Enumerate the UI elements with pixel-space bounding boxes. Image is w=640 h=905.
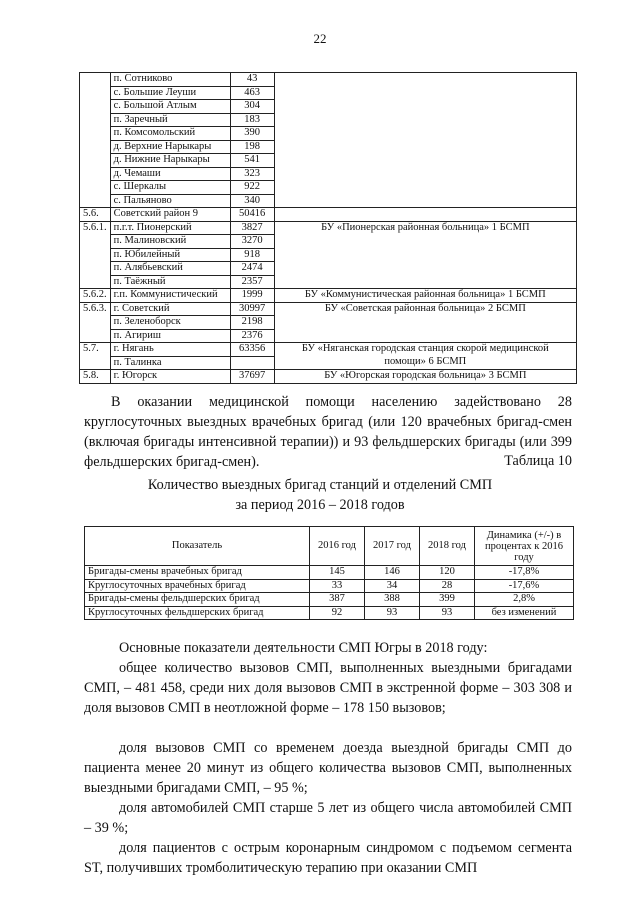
- settlement-name: п. Зеленоборск: [110, 316, 230, 330]
- table-header-row: [85, 527, 574, 566]
- row-number: [80, 154, 111, 168]
- settlement-name: с. Большой Атлым: [110, 100, 230, 114]
- hospital-name: [274, 86, 576, 100]
- paragraph-total-calls: [84, 658, 572, 718]
- row-number: 5.6.3.: [80, 302, 111, 316]
- settlement-name: п. Малиновский: [110, 235, 230, 249]
- header-2017: 2017 год: [365, 527, 420, 566]
- hospital-name: БУ «Коммунистическая районная больница» 1 БСМП: [274, 289, 576, 303]
- settlement-name: п. Комсомольский: [110, 127, 230, 141]
- paragraph-brigades: [84, 392, 572, 472]
- row-number: [80, 140, 111, 154]
- cell-2017: 34: [365, 579, 420, 593]
- hospital-name: [274, 73, 576, 87]
- row-number: 5.6.1.: [80, 221, 111, 235]
- table-row: [80, 113, 577, 127]
- hospital-name: [274, 194, 576, 208]
- table-row: [80, 343, 577, 357]
- paragraph-vehicles-text: доля автомобилей СМП старше 5 лет из общего числа автомобилей СМП – 39 %;: [84, 800, 572, 836]
- population-value: 3270: [230, 235, 274, 249]
- cell-dynamics: -17,8%: [475, 566, 574, 580]
- cell-dynamics: без изменений: [475, 606, 574, 620]
- population-value: 3827: [230, 221, 274, 235]
- settlement-name: п. Таёжный: [110, 275, 230, 289]
- table-label: Таблица 10: [504, 453, 572, 469]
- row-number: [80, 167, 111, 181]
- hospital-name: [274, 208, 576, 222]
- table-row: [80, 221, 577, 235]
- population-value: 50416: [230, 208, 274, 222]
- cell-2017: 93: [365, 606, 420, 620]
- cell-2018: 28: [420, 579, 475, 593]
- population-value: 2376: [230, 329, 274, 343]
- hospital-name: помощи» 6 БСМП: [274, 356, 576, 370]
- table-row: [80, 167, 577, 181]
- cell-2018: 120: [420, 566, 475, 580]
- paragraph-indicators-heading: [84, 638, 572, 658]
- hospital-name: БУ «Пионерская районная больница» 1 БСМП: [274, 221, 576, 235]
- header-indicator: Показатель: [85, 527, 310, 566]
- settlement-name: г. Нягань: [110, 343, 230, 357]
- settlement-name: п. Агириш: [110, 329, 230, 343]
- header-dynamics: Динамика (+/-) в процентах к 2016 году: [475, 527, 574, 566]
- settlement-name: г.п. Коммунистический: [110, 289, 230, 303]
- paragraph-vehicles: [84, 798, 572, 838]
- row-number: [80, 194, 111, 208]
- table-row: [80, 127, 577, 141]
- settlement-name: Советский район 9: [110, 208, 230, 222]
- hospital-name: [274, 316, 576, 330]
- settlement-name: п.г.т. Пионерский: [110, 221, 230, 235]
- row-number: [80, 262, 111, 276]
- row-number: [80, 329, 111, 343]
- cell-2017: 146: [365, 566, 420, 580]
- hospital-name: [274, 113, 576, 127]
- settlement-name: д. Верхние Нарыкары: [110, 140, 230, 154]
- table-row: [80, 248, 577, 262]
- table-row: [80, 302, 577, 316]
- row-number: 5.8.: [80, 370, 111, 384]
- cell-2016: 33: [310, 579, 365, 593]
- hospital-name: [274, 262, 576, 276]
- table-title-line1: Количество выездных бригад станций и отделений СМП: [147, 477, 493, 493]
- table-row: [80, 275, 577, 289]
- row-number: [80, 275, 111, 289]
- hospital-name: БУ «Югорская городская больница» 3 БСМП: [274, 370, 576, 384]
- table-row: [80, 356, 577, 370]
- population-value: 43: [230, 73, 274, 87]
- row-label: Круглосуточных врачебных бригад: [85, 579, 310, 593]
- hospital-name: [274, 167, 576, 181]
- settlement-name: с. Шеркалы: [110, 181, 230, 195]
- cell-2018: 93: [420, 606, 475, 620]
- paragraph-total-calls-text: общее количество вызовов СМП, выполненных выездными бригадами СМП, – 481 458, среди них доля вызовов СМП в экстренной форме – 303 308 и доля вызовов СМП в неотложной форме – 178 150 вызовов;: [84, 660, 572, 716]
- table-row: [80, 194, 577, 208]
- table-row: [80, 329, 577, 343]
- row-number: [80, 356, 111, 370]
- table-title-line2: за период 2016 – 2018 годов: [235, 497, 405, 513]
- hospital-name: [274, 100, 576, 114]
- settlement-name: п. Сотниково: [110, 73, 230, 87]
- table-row: [80, 262, 577, 276]
- cell-2016: 145: [310, 566, 365, 580]
- population-value: 37697: [230, 370, 274, 384]
- hospital-name: [274, 275, 576, 289]
- population-value: 30997: [230, 302, 274, 316]
- table-row: [80, 235, 577, 249]
- cell-2018: 399: [420, 593, 475, 607]
- paragraph-coronary: [84, 838, 572, 878]
- row-number: [80, 86, 111, 100]
- hospital-name: БУ «Няганская городская станция скорой медицинской: [274, 343, 576, 357]
- hospital-name: [274, 154, 576, 168]
- hospital-name: БУ «Советская районная больница» 2 БСМП: [274, 302, 576, 316]
- row-number: 5.6.: [80, 208, 111, 222]
- population-value: 198: [230, 140, 274, 154]
- population-value: 323: [230, 167, 274, 181]
- row-label: Бригады-смены фельдшерских бригад: [85, 593, 310, 607]
- paragraph-indicators-heading-text: Основные показатели деятельности СМП Югры в 2018 году:: [119, 640, 488, 656]
- settlement-name: п. Юбилейный: [110, 248, 230, 262]
- row-number: 5.6.2.: [80, 289, 111, 303]
- settlement-name: с. Большие Леуши: [110, 86, 230, 100]
- paragraph-arrival-time-text: доля вызовов СМП со временем доезда выездной бригады СМП до пациента менее 20 минут из общего количества вызовов СМП, выполненных выездными бригадами СМП, – 95 %;: [84, 740, 572, 796]
- paragraph-brigades-text: В оказании медицинской помощи населению задействовано 28 круглосуточных выездных врачебных бригад (или 120 врачебных бригад-смен (включая бригады интенсивной терапии)) и 93 фельдшерских бригады (или 399 фельдшерских бригад-смен).: [84, 394, 572, 470]
- page-number: 22: [313, 31, 327, 46]
- hospital-name: [274, 329, 576, 343]
- population-value: 918: [230, 248, 274, 262]
- settlement-name: п. Алябьевский: [110, 262, 230, 276]
- settlements-table: [79, 72, 577, 384]
- table-row: [80, 86, 577, 100]
- population-value: 340: [230, 194, 274, 208]
- row-number: [80, 73, 111, 87]
- row-number: 5.7.: [80, 343, 111, 357]
- population-value: 541: [230, 154, 274, 168]
- population-value: [230, 356, 274, 370]
- table-row: [80, 208, 577, 222]
- paragraph-arrival-time: [84, 738, 572, 798]
- table-row: [80, 289, 577, 303]
- table-row: [85, 566, 574, 580]
- cell-dynamics: -17,6%: [475, 579, 574, 593]
- table-row: [80, 370, 577, 384]
- row-number: [80, 127, 111, 141]
- settlement-name: д. Нижние Нарыкары: [110, 154, 230, 168]
- table-row: [80, 316, 577, 330]
- settlement-name: д. Чемаши: [110, 167, 230, 181]
- settlement-name: г. Югорск: [110, 370, 230, 384]
- population-value: 2474: [230, 262, 274, 276]
- row-label: Круглосуточных фельдшерских бригад: [85, 606, 310, 620]
- population-value: 922: [230, 181, 274, 195]
- population-value: 390: [230, 127, 274, 141]
- row-number: [80, 316, 111, 330]
- population-value: 463: [230, 86, 274, 100]
- population-value: 1999: [230, 289, 274, 303]
- settlement-name: п. Талинка: [110, 356, 230, 370]
- population-value: 2357: [230, 275, 274, 289]
- table-row: [80, 73, 577, 87]
- hospital-name: [274, 127, 576, 141]
- row-number: [80, 100, 111, 114]
- table-row: [80, 154, 577, 168]
- cell-2016: 92: [310, 606, 365, 620]
- row-number: [80, 248, 111, 262]
- settlement-name: г. Советский: [110, 302, 230, 316]
- table-row: [85, 579, 574, 593]
- row-label: Бригады-смены врачебных бригад: [85, 566, 310, 580]
- row-number: [80, 181, 111, 195]
- table-row: [80, 181, 577, 195]
- cell-2016: 387: [310, 593, 365, 607]
- table-row: [80, 140, 577, 154]
- hospital-name: [274, 248, 576, 262]
- population-value: 183: [230, 113, 274, 127]
- header-2018: 2018 год: [420, 527, 475, 566]
- table-row: [85, 593, 574, 607]
- settlement-name: п. Заречный: [110, 113, 230, 127]
- population-value: 304: [230, 100, 274, 114]
- hospital-name: [274, 235, 576, 249]
- row-number: [80, 113, 111, 127]
- hospital-name: [274, 140, 576, 154]
- table-row: [85, 606, 574, 620]
- brigades-table: [84, 526, 574, 620]
- table-row: [80, 100, 577, 114]
- population-value: 2198: [230, 316, 274, 330]
- cell-2017: 388: [365, 593, 420, 607]
- cell-dynamics: 2,8%: [475, 593, 574, 607]
- paragraph-coronary-text: доля пациентов с острым коронарным синдромом с подъемом сегмента ST, получивших тромболитическую терапию при оказании СМП: [84, 840, 572, 876]
- header-2016: 2016 год: [310, 527, 365, 566]
- population-value: 63356: [230, 343, 274, 357]
- row-number: [80, 235, 111, 249]
- hospital-name: [274, 181, 576, 195]
- settlement-name: с. Пальяново: [110, 194, 230, 208]
